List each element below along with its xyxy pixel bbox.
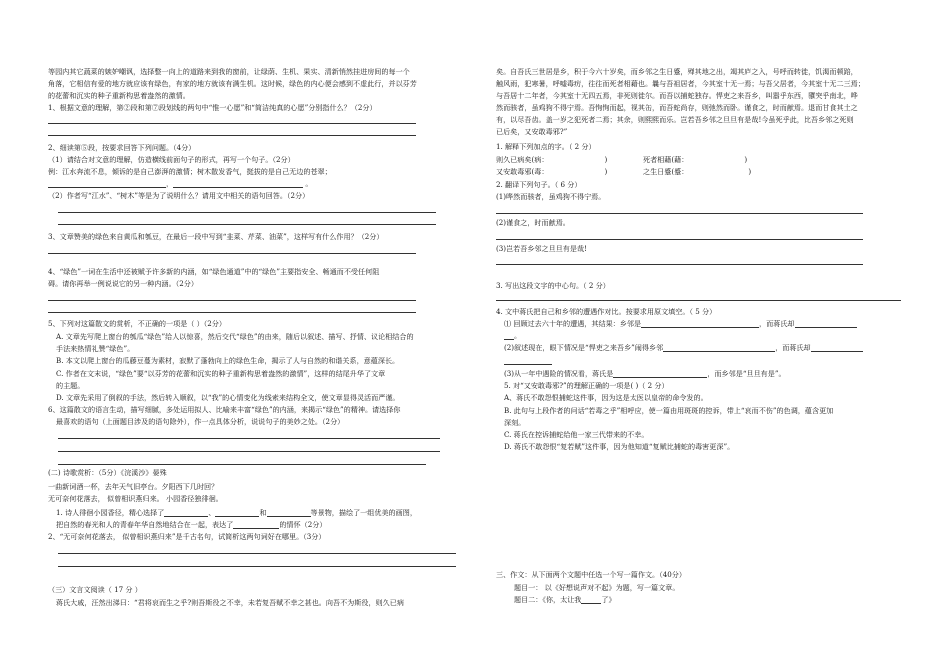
question-4-line-1: 4、“绿色”一词在生活中还被赋予许多新的内涵，如“绿色通道”中的“绿色”主要指安全、畅通而不受任何阻: [48, 267, 380, 276]
question-5: 5、下列对这篇散文的赏析，不正确的一项是（ ）（2分）: [48, 319, 226, 328]
option-a-line-1: A. 文章先写爬上窗台的瓠瓜“绿色”给人以惊喜，然后交代“绿色”的由来，随后以叙述、描写、抒情、议论相结合的: [56, 332, 414, 341]
poem-heading: (二) 诗歌赏析：（5分）《浣溪沙》晏殊: [48, 468, 167, 477]
explain-3[interactable]: 又安敢毒邪(毒： ): [496, 167, 608, 176]
question-1: 1. 解释下列加点的字。（ 2 分）: [496, 142, 596, 151]
answer-line[interactable]: [504, 364, 552, 365]
passage-end-line-1: 等园内其它蔬菜的嫉妒嘲讽，选择整一向上的道路来到我的窗前，让绿荫、生机、果实、清新悄然挂进房间的每一个: [48, 67, 410, 76]
answer-line[interactable]: [48, 312, 416, 313]
essay-topic-1: 题目一： 以《好想说声对不起》为题，写一篇文章。: [514, 583, 680, 592]
option-c: C. 蒋氏在控诉捕蛇给他一家三代带来的不幸。: [504, 430, 649, 439]
question-3: 3、文章赞美的绿色来自黄瓜和瓠豆，在最后一段中写到“韭菜、芹菜、油菜”，这样写有什么作用？（2分）: [48, 232, 384, 241]
question-2-1: （1）请结合对文意的理解，仿造横线前面句子的形式，再写一个句子。（2分）: [48, 155, 295, 164]
question-2: 2、细读第⑤段，按要求回答下列问题。（4分）: [48, 143, 196, 152]
answer-line[interactable]: [58, 553, 456, 554]
answer-line[interactable]: [496, 239, 863, 240]
passage-line-1: 矣。自吾氏三世居是乡，积于今六十岁矣，而乡邻之生日蹙，殚其地之出，竭其庐之入，号呼而转徙，饥渴而顿踣，: [496, 67, 858, 76]
answer-line[interactable]: [496, 300, 901, 301]
option-c-line-2: 的主题。: [56, 381, 85, 390]
translate-3: (3)岂若吾乡邻之旦旦有是哉!: [496, 244, 587, 253]
option-a-line-2: 手法来热情礼赞“绿色”。: [56, 344, 135, 353]
question-6-line-2: 最喜欢的语句（上面题目涉及的语句除外），作一点具体分析，说说句子的美妙之处。（2分）: [56, 417, 345, 426]
passage-line-4: 然而骇者，虽鸡狗不得宁焉。吾恂恂而起，视其缶，而吾蛇尚存，则弛然而卧。谨食之，时而献焉。退而甘食其土之: [496, 103, 858, 112]
passage-end-line-2: 角落，它相信有爱的地方就应该有绿色，有家的地方就该有满生机。这时候，绿色的内心便会感到不虚此行，并以芬芳: [48, 79, 417, 88]
passage-line-3: 与吾居十二年者，今其室十无四五焉，非死则徙尔。而吾以捕蛇独存。悍吏之来吾乡，叫嚣乎东西，隳突乎南北，哗: [496, 91, 858, 100]
answer-line[interactable]: [48, 253, 416, 254]
option-d: D. 文章先采用了倒叙的手法，然后转入顺叙，以“我”的心情变化为线索来结构全文，使文章显得灵活而严谨。: [56, 393, 400, 402]
translate-1: (1)哗然而骇者，虽鸡狗不得宁焉。: [496, 192, 606, 201]
answer-line[interactable]: [58, 464, 426, 465]
compare-2[interactable]: (2)叙述现在，眼下情况是“悍吏之来吾乡”闹得乡邻 ，而蒋氏却: [504, 343, 863, 352]
compare-1-end[interactable]: 。: [504, 331, 521, 340]
answer-line[interactable]: [58, 438, 440, 439]
option-a: A、蒋氏不敢怨恨捕蛇这件事，因为这是太医以皇帝的命令发的。: [504, 393, 708, 402]
question-2: 2. 翻译下列句子。（ 6 分）: [496, 180, 582, 189]
option-b-line-1: B. 此句与上段作者的问话“若毒之乎”相呼应，使一篇由用斑斑的控诉，带上“哀而不伤”的色调，蕴含更加: [504, 406, 834, 415]
explain-1[interactable]: 则久已病矣(病： ): [496, 155, 608, 164]
classical-reading-heading: （三）文言文阅读（ 17 分 ）: [48, 585, 142, 594]
question-2-fill[interactable]: ， 。: [48, 179, 312, 188]
answer-line[interactable]: [58, 212, 436, 213]
question-4-line-2: 碍。请你再举一例说说它的另一种内涵。（2分）: [48, 279, 198, 288]
poem-question-1[interactable]: 1. 诗人徘徊小园香径，精心选择了 、 和 等景物，描绘了一组优美的画图，: [56, 508, 417, 517]
explain-4[interactable]: 之生日蹙(蹙： ): [643, 167, 752, 176]
answer-line[interactable]: [48, 300, 416, 301]
poem-question-2: 2、“无可奈何花落去， 似曾相识燕归来”是千古名句，试简析这两句词好在哪里。（3分）: [48, 532, 326, 541]
compare-3[interactable]: (3)从一年中遇险的情况看，蒋氏是 ，而乡邻是“旦旦有是”。: [504, 369, 786, 378]
answer-line[interactable]: [58, 224, 436, 225]
poem-line-1: 一曲新词酒一杯，去年天气旧亭台。夕阳西下几时回？: [48, 482, 219, 491]
answer-line[interactable]: [48, 123, 416, 124]
question-2-2: （2）作者写“江水”、“树木”等是为了说明什么？请用文中相关的语句回答。（2分）: [48, 191, 310, 200]
answer-line[interactable]: [48, 135, 416, 136]
answer-line[interactable]: [58, 451, 440, 452]
translate-2: (2)谨食之，时而献焉。: [496, 218, 570, 227]
classical-passage-start: 蒋氏大戚，汪然出涕曰：“君将哀而生之乎?则吾斯役之不幸，未若复吾赋不幸之甚也。向吾不为斯役，则久已病: [56, 598, 404, 607]
answer-line[interactable]: [58, 566, 456, 567]
explain-2[interactable]: 死者相藉(藉： ): [643, 155, 748, 164]
poem-question-1-cont[interactable]: 把自然的春光和人的青春年华自然地结合在一起，表达了 的情怀（2分）: [56, 520, 327, 529]
question-4: 4. 文中蒋氏把自己和乡邻的遭遇作对比。按要求用原文填空。（ 5 分）: [496, 307, 717, 316]
question-2-example: 例：江水奔流不息，倾诉的是自己澎湃的激情；树木散发香气，挺拔的是自己无边的苍翠；: [48, 167, 332, 176]
question-1: 1、根据文意的理解，第②段和第⑦段划线的两句中“惟一心愿”和“简洁纯真的心愿”分别指什么？（2分）: [48, 103, 377, 112]
option-b: B. 本文以爬上窗台的瓜藤豆蔓为素材，寂默了蓬勃向上的绿色生命，揭示了人与自然的和谐关系，意蕴深长。: [56, 356, 400, 365]
compare-1[interactable]: ⑴ 回顾过去六十年的遭遇，其结果：乡邻是 ，而蒋氏却: [504, 319, 857, 328]
question-6-line-1: 6、这篇散文的语言生动，描写细腻，多处运用拟人、比喻来丰富“绿色”的内涵，来揭示“绿色”的精神。请选择你: [48, 405, 401, 414]
poem-line-2: 无可奈何花落去， 似曾相识燕归来。 小园香径独徘徊。: [48, 494, 223, 503]
answer-line[interactable]: [496, 264, 863, 265]
option-d: D. 蒋氏不敢怨恨“复若赋”这件事，因为他知道“复赋比捕蛇的毒害更深”。: [504, 442, 735, 451]
question-3: 3. 写出这段文字的中心句。（ 2 分）: [496, 281, 610, 290]
essay-heading: 三、作文：从下面两个文题中任选一个写一篇作文。（40分）: [496, 570, 686, 579]
passage-line-6: 已后矣，又安敢毒邪?”: [496, 127, 568, 136]
passage-line-5: 有，以尽吾齿。盖一岁之犯死者二焉；其余，则熙熙而乐。岂若吾乡邻之旦旦有是哉!今虽死乎此，比吾乡邻之死则: [496, 115, 854, 124]
question-5: 5. 对“又安敢毒邪?”的理解正确的一项是( )（ 2 分）: [504, 381, 669, 390]
option-c-line-1: C. 作者在文末说，“绿色”要“以芬芳的花蕾和沉实的种子重新构思着盎然的激情”，这样的结尾升华了文章: [56, 369, 386, 378]
passage-line-2: 触风雨，犯寒暑，呼嘘毒疠，往往而死者相藉也。曩与吾祖居者，今其室十无一焉；与吾父居者，今其室十无二三焉；: [496, 79, 865, 88]
answer-line[interactable]: [496, 213, 863, 214]
option-b-line-2: 深刻。: [504, 418, 526, 427]
essay-topic-2[interactable]: 题目二：《你，太让我 了》: [514, 595, 616, 604]
passage-end-line-3: 的花蕾和沉实的种子重新构思着盎然的激情。: [48, 91, 190, 100]
